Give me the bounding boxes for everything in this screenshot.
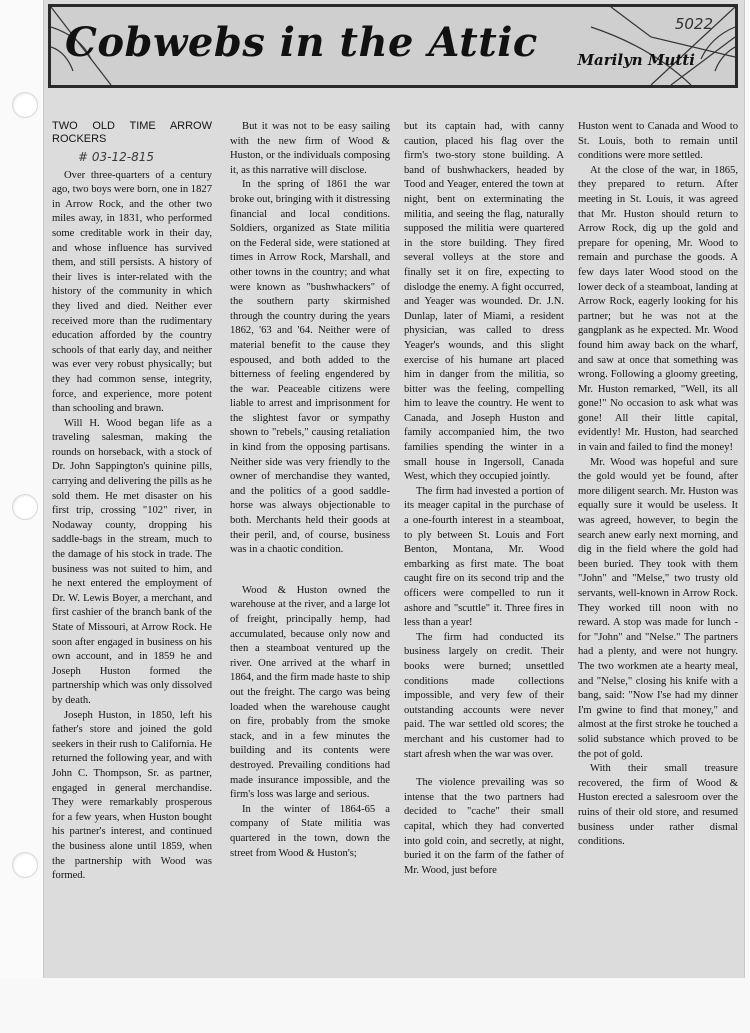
column-gap [230, 558, 390, 584]
paragraph: But it was not to be easy sailing with the new firm of Wood & Huston, or the individuals composing it, as this narrative will disclose. [230, 121, 390, 176]
article-headline: TWO OLD TIME ARROW ROCKERS [52, 120, 212, 145]
paragraph: Joseph Huston, in 1850, left his father's store and joined the gold seekers in their rush to California. He returned the following year, and with John C. Thompson, Sr. as partner, engaged in general merchandise. They were remarkably prosperous for a few years, when Huston bought his partner's interest, and continued the business alone until 1859, when the partnership with Wood was formed. [52, 709, 212, 882]
paragraph: Mr. Wood was hopeful and sure the gold would yet be found, after more diligent search. Mr. Huston was equally sure it would be useless. It was agreed, however, to begin the search anew early next morning, and dig in the field where the gold had been buried. They took with them "John" and "Melse," two trusty old servants, well-known in Arrow Rock. They worked till noon with no reward. A stop was made for lunch - for "John" and "Nelse." The partners had a plenty, and were not hungry. The two workmen ate a hearty meal, and "Nelse," closing his knife with a bang, said: "Now I'se had my dinner I'm gwine to find that money," and almost at the first stroke he touched a solid substance which proved to be the pot of gold. [578, 456, 738, 760]
paragraph: The firm had invested a portion of its meager capital in the purchase of a one-fourth interest in a steamboat, to ply between St. Louis and Fort Benton, Montana, Mr. Wood embarking as first mate. The boat caught fire on its second trip and the officers were compelled to run it ashore and "scuttle" it. Three fires in less than a year! [404, 485, 564, 629]
article-column-1 [52, 120, 212, 884]
article-body [50, 120, 740, 970]
paragraph: In the spring of 1861 the war broke out, bringing with it distressing financial and local conditions. Soldiers, organized as State militia on the Federal side, were stationed at times in Arrow Rock, Marshall, and other towns in the country; and what were known as "bushwhackers" of the southern party skirmished through the country during the years 1862, '63 and '64. Neither were of material benefit to the cause they espoused, and both added to the bitterness of feeling engendered by the war. Peaceable citizens were liable to arrest and imprisonment for the slightest favor or sympathy shown to "rebels," causing retaliation in kind from the opposing partisans. Neither side was very friendly to the owner of merchandise they wanted, and the politics of a good saddle-horse was always objectionable to both. Merchants held their goods at their peril, and, of course, business was in a chaotic condition. [230, 179, 390, 556]
column-author: Marilyn Mutti [577, 51, 695, 69]
paragraph: The firm had conducted its business largely on credit. Their books were burned; unsettled conditions made collections impossible, and very few of their outstanding accounts were never paid. The war settled old scores; the merchant and his customer had to start afresh when the war was over. [404, 631, 564, 760]
article-column-4 [578, 120, 738, 850]
paragraph: Will H. Wood began life as a traveling salesman, making the rounds on horseback, with a stock of Dr. John Sappington's quinine pills, carrying and delivering the pills as he sold them. He met disaster on his first trip, crossing "102" river, in Nodaway county, dropping his saddle-bags in the stream, much to the damage of his stock in trade. The business was not suited to him, and he next entered the employment of Dr. W. Lewis Boyer, a merchant, and first cashier of the branch bank of the State of Missouri, at Arrow Rock. He soon after engaged in business on his own account, and in 1859 he and Joseph Huston formed the partnership which was only dissolved by death. [52, 417, 212, 706]
handwritten-number: 5022 [674, 15, 713, 33]
article-column-2 [230, 120, 390, 861]
column-gap [404, 762, 564, 776]
scan-bottom-margin [0, 978, 750, 1033]
newspaper-clipping [44, 0, 744, 978]
paragraph: The violence prevailing was so intense that the two partners had decided to "cache" their small capital, which they had converted into gold coin, and secretly, at night, buried it on the farm of the father of Mr. Wood, just before [404, 777, 564, 876]
paragraph: Huston went to Canada and Wood to St. Louis, both to remain until conditions were more settled. [578, 121, 738, 162]
handwritten-reference: # 03-12-815 [78, 150, 154, 164]
column-banner [48, 4, 738, 88]
article-column-3 [404, 120, 564, 878]
paragraph: Wood & Huston owned the warehouse at the river, and a large lot of freight, principally hemp, had accumulated, because only now and then a steamboat ventured up the river. One arrived at the wharf in 1864, and the firm made haste to ship out the freight. The cargo was being loaded when the warehouse caught on fire, probably from the smoke stack, and in a few minutes the building and its contents were destroyed. Prevailing conditions had made insurance impossible, and the firm's loss was large and serious. [230, 584, 390, 801]
paragraph: but its captain had, with canny caution, placed his flag over the firm's two-story stone building. A band of bushwhackers, headed by Tood and Yeager, entered the town at night, bent on exterminating the militia, and seeing the flag, naturally supposed the militia were quartered in the store building. They fired several volleys at the store and finally set it on fire, expecting to dislodge the enemy. A fight occurred, and Yeager was wounded. Dr. J.N. Dunlap, later of Miami, a resident physician, was called to dress Yeager's wounds, and this slight exercise of his humane art placed him in danger from the militia, so bitter was the feeling, compelling him to leave the country. He went to Canada, and Joseph Huston and family accompanied him, the two families spending the winter in a small house in Ingersoll, Canada West, which they occupied jointly. [404, 121, 564, 483]
column-title: Cobwebs in the Attic [65, 19, 538, 66]
punch-hole-middle [12, 494, 38, 520]
paragraph: Over three-quarters of a century ago, two boys were born, one in 1827 in Arrow Rock, and the other two miles away, in 1831, who performed some creditable work in their day, and whose influence has survived them, and still persists. A history of their lives is inter-related with the history of the community in which they lived and died. Neither ever received more than the rudimentary education afforded by the country schools of that early day, and neither was ever very robust physically; but they had common sense, integrity, force, and experience, more potent than schooling and brawn. [52, 169, 212, 415]
paragraph: At the close of the war, in 1865, they prepared to return. After meeting in St. Louis, it was agreed that Mr. Huston should return to Arrow Rock, dig up the gold and prepare for opening, Mr. Wood to remain and purchase the goods. A few days later Wood stood on the lower deck of a steamboat, landing at Arrow Rock, eagerly looking for his partner; but he was not at the gangplank as he expected. Mr. Wood found him away back on the wharf, and saw at once that something was wrong. Following a gloomy greeting, Mr. Huston remarked, "Well, its all gone!" No occasion to ask what was gone! All their little capital, evidently! Mr. Huston, had searched in vain and failed to find the money! [578, 164, 738, 454]
punch-hole-top [12, 92, 38, 118]
punch-hole-bottom [12, 852, 38, 878]
paragraph: With their small treasure recovered, the firm of Wood & Huston erected a salesroom over the ruins of their old store, and resumed business under rather dismal conditions. [578, 763, 738, 848]
paragraph: In the winter of 1864-65 a company of State militia was quartered in the town, down the street from Wood & Huston's; [230, 803, 390, 859]
